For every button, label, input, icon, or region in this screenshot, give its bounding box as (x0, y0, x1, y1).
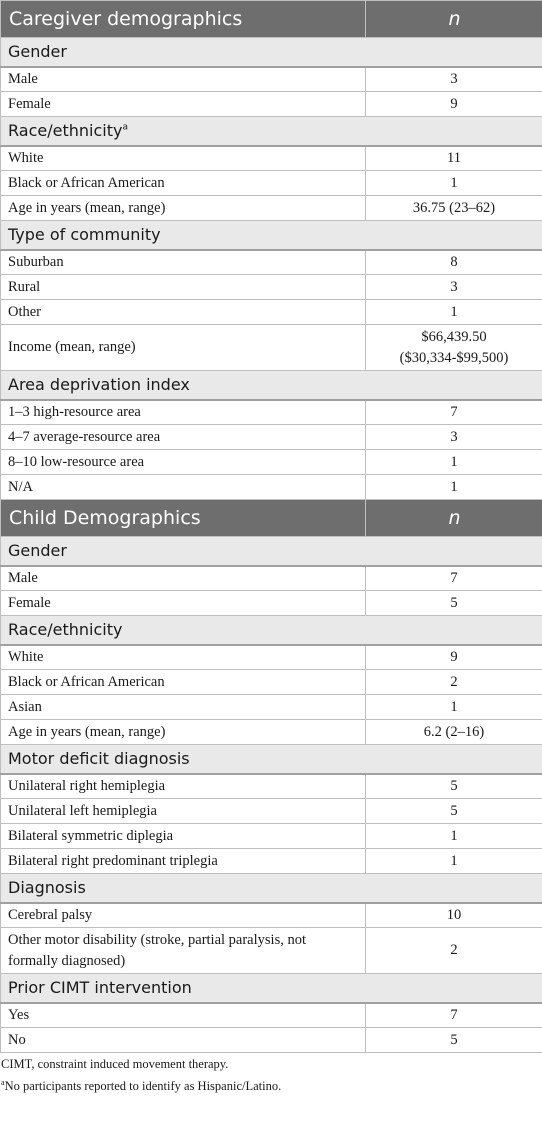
row-value: 3 (366, 425, 542, 450)
section-title: Race/ethnicity (8, 620, 123, 640)
row-label: Female (1, 92, 366, 117)
row-value: 1 (366, 849, 542, 874)
row-label: White (1, 146, 366, 171)
row-label: No (1, 1028, 366, 1053)
row-label: Bilateral symmetric diplegia (1, 824, 366, 849)
row-label: Bilateral right predominant triplegia (1, 849, 366, 874)
row-label: Black or African American (1, 171, 366, 196)
row-label: White (1, 645, 366, 670)
section-header-row (1, 974, 542, 1003)
section-title: Prior CIMT intervention (8, 978, 192, 998)
row-label: Male (1, 566, 366, 591)
row-value (366, 325, 542, 371)
section-title: Race/ethnicity (8, 121, 123, 141)
row-label: Yes (1, 1003, 366, 1028)
table-row (1, 400, 542, 425)
row-value: 1 (366, 695, 542, 720)
row-value: 11 (366, 146, 542, 171)
table-row (1, 275, 542, 300)
section-title-cell (1, 117, 542, 146)
section-header-row (1, 117, 542, 146)
abbreviation-footnote: CIMT, constraint induced movement therapy. (1, 1057, 229, 1071)
row-label: Age in years (mean, range) (1, 196, 366, 221)
table-row (1, 903, 542, 928)
row-value: 2 (366, 928, 542, 974)
row-label-line: Other motor disability (stroke, partial paralysis, not (8, 931, 306, 948)
table-row (1, 566, 542, 591)
table-row (1, 196, 542, 221)
section-header-row (1, 537, 542, 566)
table-row (1, 300, 542, 325)
table-row (1, 824, 542, 849)
row-value: 1 (366, 475, 542, 500)
row-value: 7 (366, 1003, 542, 1028)
table-body (1, 1, 542, 1053)
row-label: Rural (1, 275, 366, 300)
row-value: 9 (366, 92, 542, 117)
row-value: 5 (366, 774, 542, 799)
row-value: 2 (366, 670, 542, 695)
row-value: 5 (366, 591, 542, 616)
section-header-row (1, 874, 542, 903)
row-label: Income (mean, range) (1, 325, 366, 371)
table-heading: Caregiver demographics (1, 1, 366, 38)
section-title: Gender (8, 42, 67, 62)
table-row (1, 695, 542, 720)
row-label (1, 928, 366, 974)
section-header-row (1, 38, 542, 67)
table-row (1, 1028, 542, 1053)
table-heading-row (1, 1, 542, 38)
row-label: N/A (1, 475, 366, 500)
footnote-marker: a (122, 122, 128, 133)
table-heading: Child Demographics (1, 500, 366, 537)
table-row (1, 1003, 542, 1028)
row-value-line: ($30,334-$99,500) (399, 349, 509, 366)
table-row (1, 475, 542, 500)
table-row (1, 92, 542, 117)
row-value: 5 (366, 1028, 542, 1053)
row-value: 6.2 (2–16) (366, 720, 542, 745)
row-value: 10 (366, 903, 542, 928)
table-row (1, 849, 542, 874)
row-label: Female (1, 591, 366, 616)
superscript-footnote (1, 1075, 542, 1097)
section-title-cell (1, 974, 542, 1003)
footnote-text: No participants reported to identify as Hispanic/Latino. (4, 1079, 282, 1093)
row-value: 1 (366, 450, 542, 475)
row-label: 1–3 high-resource area (1, 400, 366, 425)
table-row (1, 928, 542, 974)
row-value: 1 (366, 171, 542, 196)
table-row (1, 425, 542, 450)
row-value: 8 (366, 250, 542, 275)
section-header-row (1, 745, 542, 774)
table-footnotes (0, 1053, 542, 1097)
section-title: Area deprivation index (8, 375, 190, 395)
row-label-line: formally diagnosed) (8, 952, 126, 969)
section-title-cell (1, 745, 542, 774)
table-row (1, 645, 542, 670)
section-title-cell (1, 221, 542, 250)
section-title: Diagnosis (8, 878, 86, 898)
row-value-line: $66,439.50 (421, 328, 487, 345)
section-header-row (1, 221, 542, 250)
row-value: 7 (366, 400, 542, 425)
row-value: 3 (366, 67, 542, 92)
table-row (1, 325, 542, 371)
row-value: 9 (366, 645, 542, 670)
section-title: Gender (8, 541, 67, 561)
row-label: Unilateral right hemiplegia (1, 774, 366, 799)
n-column-header: n (366, 1, 542, 38)
row-label: 8–10 low-resource area (1, 450, 366, 475)
table-heading-row (1, 500, 542, 537)
row-value: 3 (366, 275, 542, 300)
n-column-header: n (366, 500, 542, 537)
table-row (1, 591, 542, 616)
row-value: 36.75 (23–62) (366, 196, 542, 221)
section-title-cell (1, 537, 542, 566)
table-row (1, 450, 542, 475)
table-row (1, 67, 542, 92)
row-label: Cerebral palsy (1, 903, 366, 928)
row-label: Male (1, 67, 366, 92)
table-row (1, 670, 542, 695)
row-label: Unilateral left hemiplegia (1, 799, 366, 824)
row-label: Black or African American (1, 670, 366, 695)
row-label: Other (1, 300, 366, 325)
section-title: Motor deficit diagnosis (8, 749, 190, 769)
section-header-row (1, 371, 542, 400)
row-label: Suburban (1, 250, 366, 275)
row-value: 5 (366, 799, 542, 824)
section-title: Type of community (8, 225, 161, 245)
table-row (1, 171, 542, 196)
section-title-cell (1, 616, 542, 645)
table-row (1, 720, 542, 745)
footnote-marker: a (1, 1077, 5, 1087)
row-value: 7 (366, 566, 542, 591)
row-label: 4–7 average-resource area (1, 425, 366, 450)
row-value: 1 (366, 824, 542, 849)
row-value: 1 (366, 300, 542, 325)
row-label: Asian (1, 695, 366, 720)
table-row (1, 250, 542, 275)
table-row (1, 774, 542, 799)
row-label: Age in years (mean, range) (1, 720, 366, 745)
section-header-row (1, 616, 542, 645)
section-title-cell (1, 38, 542, 67)
table-row (1, 799, 542, 824)
section-title-cell (1, 371, 542, 400)
section-title-cell (1, 874, 542, 903)
table-row (1, 146, 542, 171)
